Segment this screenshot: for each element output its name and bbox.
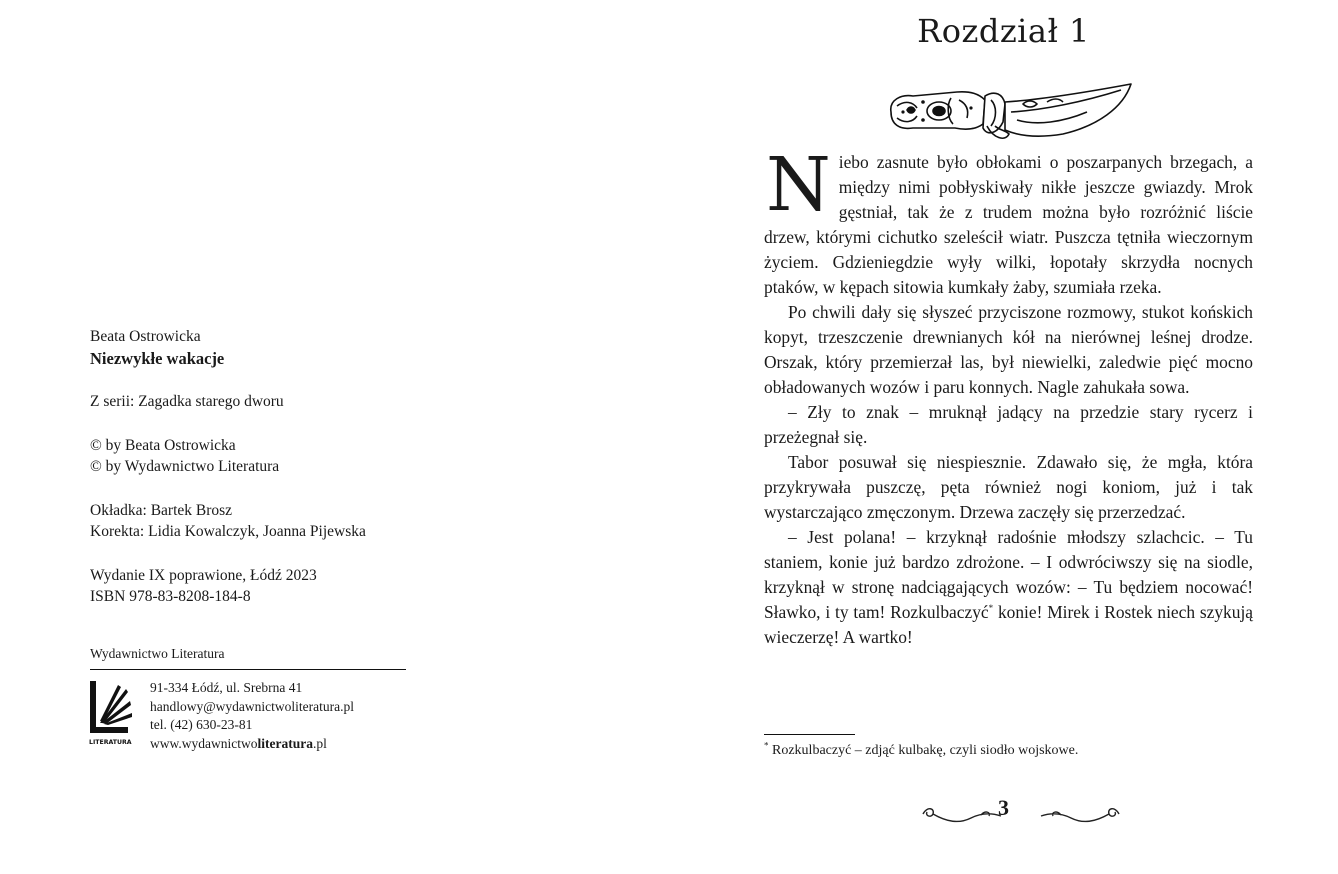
imprint-block [90, 326, 366, 608]
author: Beata Ostrowicka [90, 328, 201, 345]
divider [90, 669, 406, 670]
right-page [669, 0, 1338, 874]
edition: Wydanie IX poprawione, Łódź 2023 [90, 566, 317, 584]
contact-block [150, 679, 354, 753]
paragraph: – Zły to znak – mruknął jadący na przedzie stary rycerz i przeżegnał się. [764, 402, 1253, 447]
paragraph: Tabor posuwał się niespiesznie. Zdawało się, że mgła, która przykrywała puszczę, pęta również nogi koniom, już i tak wystarczająco zmęczonym. Drzewa zaczęły się przerzedzać. [764, 452, 1253, 522]
copyright-line: © by Wydawnictwo Literatura [90, 458, 280, 475]
isbn: ISBN 978-83-8208-184-8 [90, 588, 251, 605]
chapter-text [764, 142, 1253, 650]
paragraph: Niebo zasnute było obłokami o poszarpanych brzegach, a między nimi pobłyskiwały nikłe jeszcze gwiazdy. Mrok gęstniał, tak że z trudem można było rozróżnić liście drzew, którymi cichutko szeleścił wiatr. Puszcza tętniła wieczornym życiem. Gdzieniegdzie wyły wilki, łopotały skrzydła nocnych ptaków, w kępach sitowia kumkały żaby, szumiała rzeka. [764, 142, 1253, 297]
copyright-line: © by Beata Ostrowicka [90, 436, 236, 454]
publisher-logo-icon [88, 679, 134, 749]
page-number: 3 [998, 795, 1009, 820]
footnote-divider [764, 734, 855, 735]
publisher-name: Wydawnictwo Literatura [90, 646, 225, 661]
paragraph: – Jest polana! – krzyknął radośnie młodszy szlachcic. – Tu staniem, konie już bardzo zdrożone. – I odwróciwszy się na siodle, krzyknął w stronę nadciągających wozów: – Tu będziem nocować! Sławko, i ty tam! Rozkulbaczyć* konie! Mirek i Rostek niech szykują wieczerzę! A wartko! [764, 527, 1253, 647]
swash-right-icon [1033, 802, 1123, 828]
paragraph: Po chwili dały się słyszeć przyciszone rozmowy, stukot końskich kopyt, trzeszczenie drewnianych kół na nierównej leśnej drodze. Orszak, który przemierzał las, był niewielki, zaledwie pięć mocno obładowanych wozów i paru konnych. Nagle zahukała sowa. [764, 302, 1253, 397]
book-title: Niezwykłe wakacje [90, 348, 225, 368]
phone: tel. (42) 630-23-81 [150, 717, 253, 732]
dagger-icon [887, 78, 1135, 146]
website-link[interactable]: www.wydawnictwoliteratura.pl [150, 735, 327, 751]
email-link[interactable]: handlowy@wydawnictwoliteratura.pl [150, 698, 355, 714]
proofreading-credit: Korekta: Lidia Kowalczyk, Joanna Pijewska [90, 523, 366, 540]
chapter-title: Rozdział 1 [917, 12, 1090, 50]
footnote: * Rozkulbaczyć – zdjąć kulbakę, czyli siodło wojskowe. [764, 740, 1079, 758]
series: Z serii: Zagadka starego dworu [90, 393, 284, 410]
cover-credit: Okładka: Bartek Brosz [90, 501, 233, 519]
logo-text: LITERATURA [89, 739, 132, 746]
drop-cap: N [766, 142, 831, 228]
address: 91-334 Łódź, ul. Srebrna 41 [150, 680, 303, 695]
